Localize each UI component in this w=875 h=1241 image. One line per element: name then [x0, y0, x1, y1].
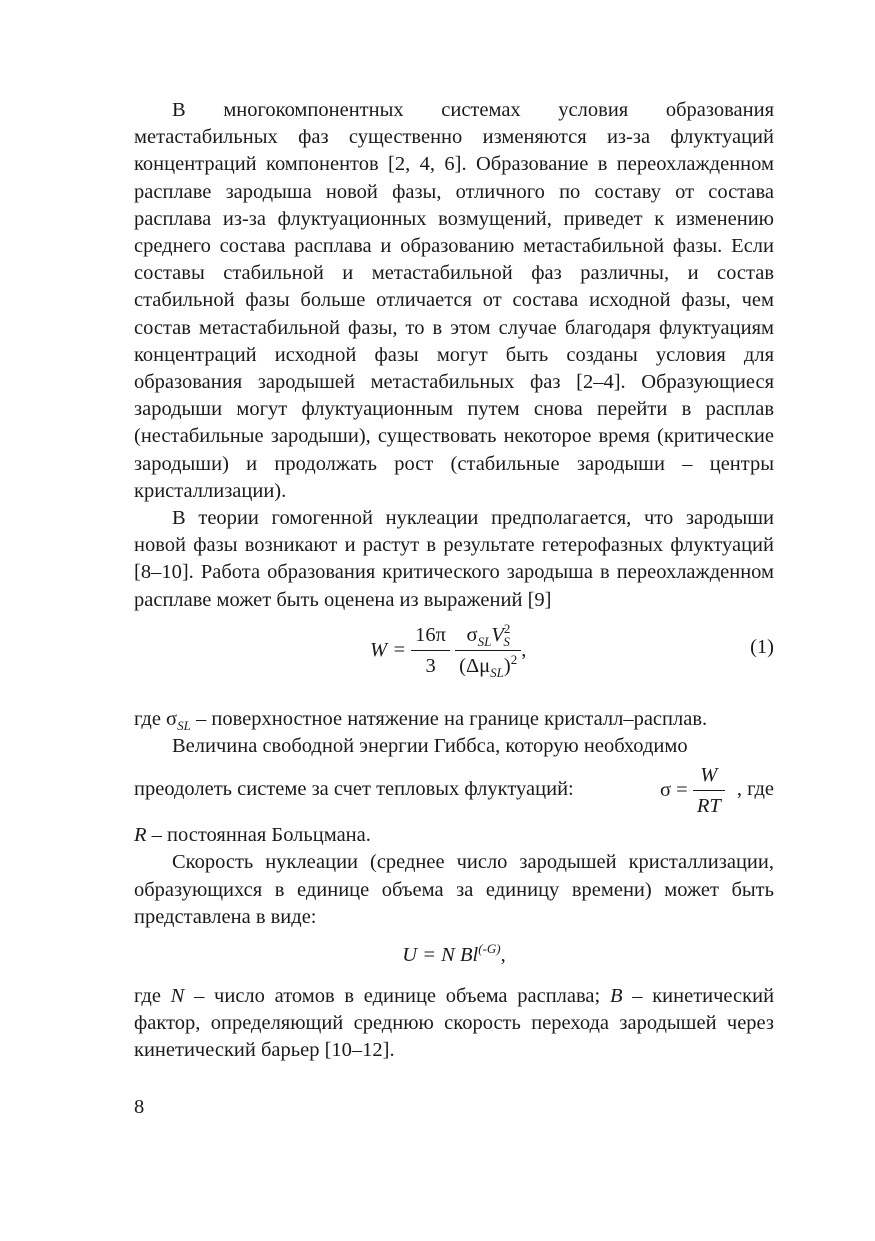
eq1-trail: , — [521, 638, 527, 661]
gibbs-fraction — [693, 760, 725, 821]
equation-1-body — [370, 620, 526, 700]
paragraph-2: В теории гомогенной нуклеации предполагается, что зародыши новой фазы возникают и растут в результате гетерофазных флуктуаций [8–10]. Работа образования критического зародыша в переохлажденном расплаве может быть оценена из выражений [9] — [134, 507, 774, 611]
equation-1-number: (1) — [750, 635, 774, 658]
gibbs-line — [134, 760, 774, 822]
eq2-sup: (-G) — [478, 941, 501, 957]
gibbs-num: W — [693, 760, 725, 791]
paragraph-1: В многокомпонентных системах условия образования метастабильных фаз существенно изменяются из-за флуктуаций концентраций компонентов [2, 4, 6]. Образование в переохлажденном расплаве зародыша новой фазы, отличного по составу от состава расплава из-за флуктуационных возмущений, приведет к изменению среднего состава расплава и образованию метастабильной фазы. Если составы стабильной и метастабильной фаз различны, и состав стабильной фазы больше отличается от состава исходной фазы, чем состав метастабильной фазы, то в этом случае благодаря флуктуациям концентраций исходной фазы могут быть созданы условия для образования зародышей метастабильных фаз [2–4]. Образующиеся зародыши могут флуктуационным путем снова перейти в расплав (нестабильные зародыши), существовать некоторое время (критические зародыши) и продолжать рост (стабильные зародыши – центры кристаллизации). — [134, 99, 774, 502]
page-number: 8 — [134, 1096, 145, 1118]
eq1-num1: 16π — [411, 620, 450, 651]
eq1-fraction-2 — [455, 620, 521, 681]
eq1-lhs: W = — [370, 638, 407, 661]
p6-a: где — [134, 985, 161, 1008]
p4-last: – постоянная Больцмана. — [151, 824, 371, 847]
eq1-V: V — [491, 623, 504, 646]
paragraph-6 — [134, 983, 774, 1065]
eq1-V-sup: 2 — [503, 621, 511, 637]
sigma-symbol: σ — [166, 707, 178, 730]
eq2-lhs: U = N Bl — [402, 944, 479, 967]
eq1-den-open: (Δμ — [459, 654, 491, 677]
eq1-sigma-sub: SL — [477, 633, 492, 649]
paragraph-3 — [134, 706, 774, 733]
p6-c: – кинетический фактор, определяющий среднюю скорость перехода зародышей через кинетический барьер [10–12]. — [134, 985, 775, 1062]
p4-line2: преодолеть системе за счет тепловых флуктуаций: — [134, 778, 574, 801]
eq1-num2 — [455, 620, 521, 651]
eq1-den-sub: SL — [490, 664, 504, 680]
eq2-trail: , — [500, 944, 506, 967]
paragraph-4-last — [134, 822, 774, 849]
eq1-den-sup: 2 — [510, 652, 518, 668]
p6-b: – число атомов в единице объема расплава; — [194, 985, 601, 1008]
paragraph-4-first: Величина свободной энергии Гиббса, которую необходимо — [172, 735, 688, 758]
R-symbol: R — [134, 824, 147, 847]
eq1-den2 — [455, 651, 521, 681]
p4-tail: , где — [736, 778, 774, 801]
sigma-sub: SL — [177, 717, 191, 733]
gibbs-den: RT — [696, 795, 721, 818]
p3-text: – поверхностное натяжение на границе кристалл–расплав. — [195, 707, 708, 730]
N-symbol: N — [170, 985, 185, 1008]
eq1-V-sub: S — [503, 633, 510, 649]
paragraph-5: Скорость нуклеации (среднее число зародышей кристаллизации, образующихся в единице объема за единицу времени) может быть представлена в виде: — [134, 851, 774, 928]
eq1-fraction-1 — [411, 620, 450, 681]
B-symbol: B — [609, 985, 623, 1008]
eq1-den-close: ) — [503, 654, 511, 677]
equation-1 — [134, 620, 774, 700]
page-body — [134, 97, 774, 1065]
p3-lead: где — [134, 707, 161, 730]
eq1-sigma: σ — [466, 623, 478, 646]
equation-2 — [134, 937, 774, 973]
eq1-den1: 3 — [425, 654, 436, 677]
gibbs-lhs: σ = — [660, 779, 688, 802]
gibbs-formula — [660, 760, 725, 821]
